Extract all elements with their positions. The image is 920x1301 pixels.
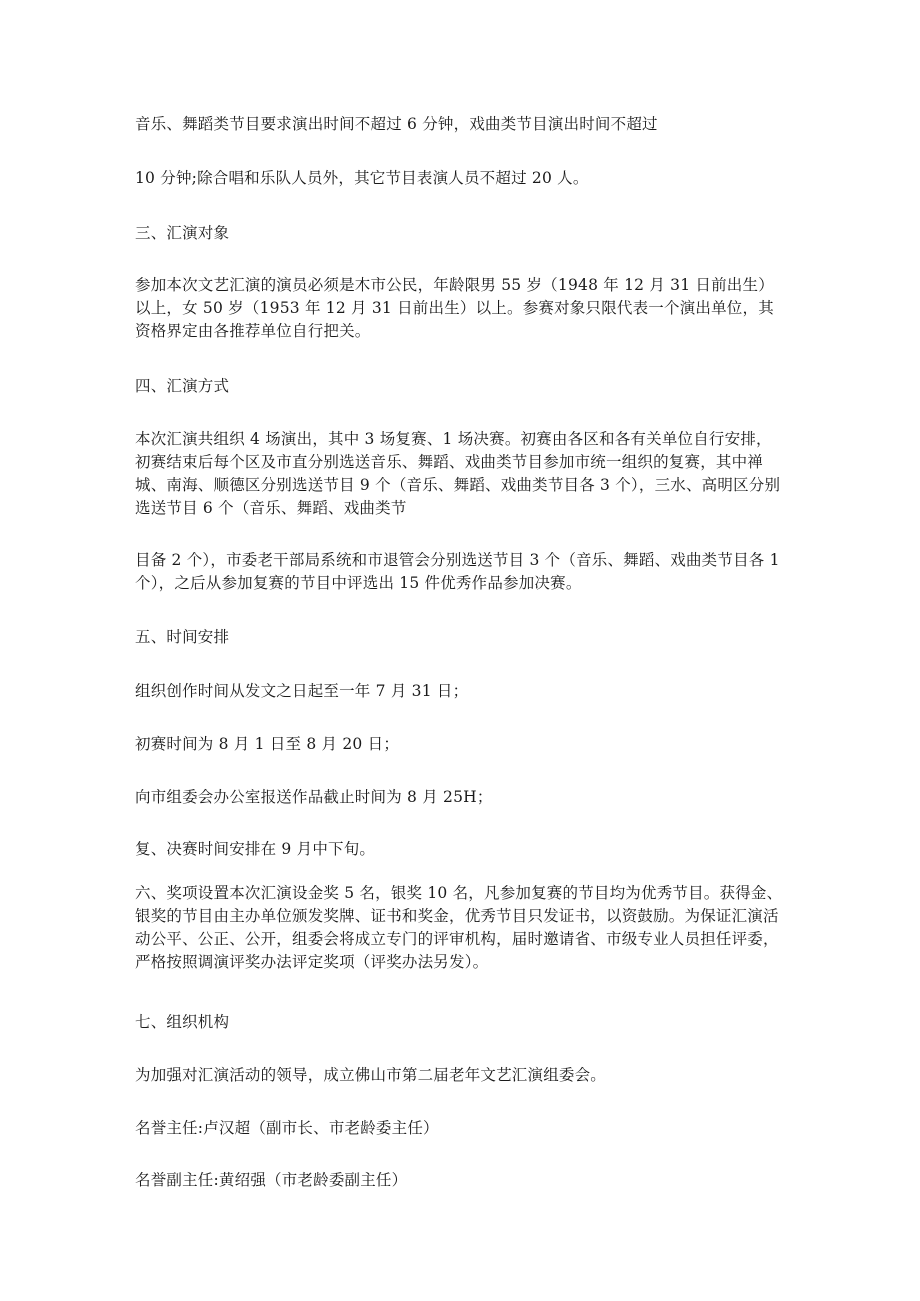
paragraph-competition-format: 本次汇演共组织 4 场演出，其中 3 场复赛、1 场决赛。初赛由各区和各有关单位自行安排，初赛结束后每个区及市直分别选送音乐、舞蹈、戏曲类节目参加市统一组织的复赛，其中禅城、南海、顺德区分别选送节目 9 个（音乐、舞蹈、戏曲类节目各 3 个），三水、高明区分别选送节目 6 个（音乐、舞蹈、戏曲类节 <box>135 430 781 517</box>
paragraph-honorary-deputy-director: 名誉副主任:黄绍强（市老龄委副主任） <box>135 1171 408 1189</box>
paragraph-committee: 为加强对汇演活动的领导，成立佛山市第二届老年文艺汇演组委会。 <box>135 1066 607 1084</box>
paragraph-submission-deadline: 向市组委会办公室报送作品截止时间为 8 月 25H； <box>135 788 493 806</box>
paragraph-creation-period: 组织创作时间从发文之日起至一年 7 月 31 日； <box>135 682 469 700</box>
section-heading-schedule: 五、时间安排 <box>135 628 230 646</box>
paragraph-performance-time-limit: 音乐、舞蹈类节目要求演出时间不超过 6 分钟，戏曲类节目演出时间不超过 <box>135 115 658 133</box>
section-heading-format: 四、汇演方式 <box>135 377 230 395</box>
paragraph-final-schedule: 复、决赛时间安排在 9 月中下旬。 <box>135 840 376 858</box>
paragraph-awards: 六、奖项设置本次汇演设金奖 5 名，银奖 10 名，凡参加复赛的节目均为优秀节目。获得金、银奖的节目由主办单位颁发奖牌、证书和奖金，优秀节目只发证书，以资鼓励。为保证汇演活动公平、公正、公开，组委会将成立专门的评审机构，届时邀请省、市级专业人员担任评委，严格按照调演评奖办法评定奖项（评奖办法另发）。 <box>135 884 783 971</box>
paragraph-honorary-director: 名誉主任:卢汉超（副市长、市老龄委主任） <box>135 1119 439 1137</box>
section-heading-participants: 三、汇演对象 <box>135 224 230 242</box>
paragraph-performer-limit: 10 分钟;除合唱和乐队人员外，其它节目表演人员不超过 20 人。 <box>135 169 589 187</box>
section-heading-organization: 七、组织机构 <box>135 1013 230 1031</box>
paragraph-participant-eligibility: 参加本次文艺汇演的演员必须是木市公民，年龄限男 55 岁（1948 年 12 月 31 日前出生）以上，女 50 岁（1953 年 12 月 31 日前出生）以上。参赛对象只限代表一个演出单位，其资格界定由各推荐单位自行把关。 <box>135 276 774 340</box>
paragraph-program-quota: 目备 2 个），市委老干部局系统和市退管会分别选送节目 3 个（音乐、舞蹈、戏曲类节目各 1 个），之后从参加复赛的节目中评选出 15 件优秀作品参加决赛。 <box>135 551 780 592</box>
paragraph-preliminary-dates: 初赛时间为 8 月 1 日至 8 月 20 日； <box>135 735 400 753</box>
